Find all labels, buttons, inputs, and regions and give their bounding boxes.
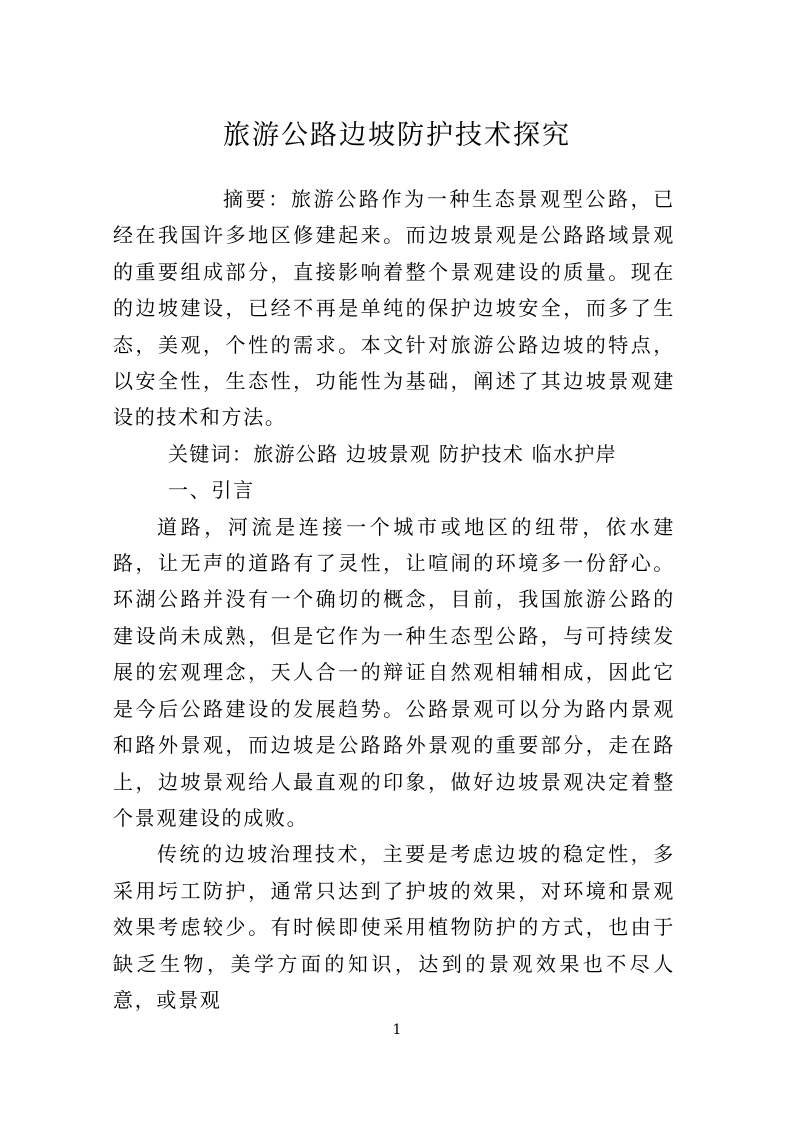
document-body	[113, 181, 675, 1018]
body-paragraph: 传统的边坡治理技术，主要是考虑边坡的稳定性，多采用圬工防护，通常只达到了护坡的效果，对环境和景观效果考虑较少。有时候即使采用植物防护的方式，也由于缺乏生物，美学方面的知识，达到的景观效果也不尽人意，或景观	[113, 842, 675, 1012]
keywords-line: 关键词：旅游公路 边坡景观 防护技术 临水护岸	[168, 441, 617, 466]
abstract-paragraph: 摘要：旅游公路作为一种生态景观型公路，已经在我国许多地区修建起来。而边坡景观是公路路域景观的重要组成部分，直接影响着整个景观建设的质量。现在的边坡建设，已经不再是单纯的保护边坡安全，而多了生态，美观，个性的需求。本文针对旅游公路边坡的特点，以安全性，生态性，功能性为基础，阐述了其边坡景观建设的技术和方法。	[113, 187, 675, 430]
body-paragraph: 道路，河流是连接一个城市或地区的纽带，依水建路，让无声的道路有了灵性，让喧闹的环境多一份舒心。环湖公路并没有一个确切的概念，目前，我国旅游公路的建设尚未成熟，但是它作为一种生态型公路，与可持续发展的宏观理念，天人合一的辩证自然观相辅相成，因此它是今后公路建设的发展趋势。公路景观可以分为路内景观和路外景观，而边坡是公路路外景观的重要部分，走在路上，边坡景观给人最直观的印象，做好边坡景观决定着整个景观建设的成败。	[113, 514, 675, 830]
page-number: 1	[392, 1022, 402, 1038]
document-title: 旅游公路边坡防护技术探究	[223, 120, 571, 152]
section-heading: 一、引言	[168, 478, 255, 503]
